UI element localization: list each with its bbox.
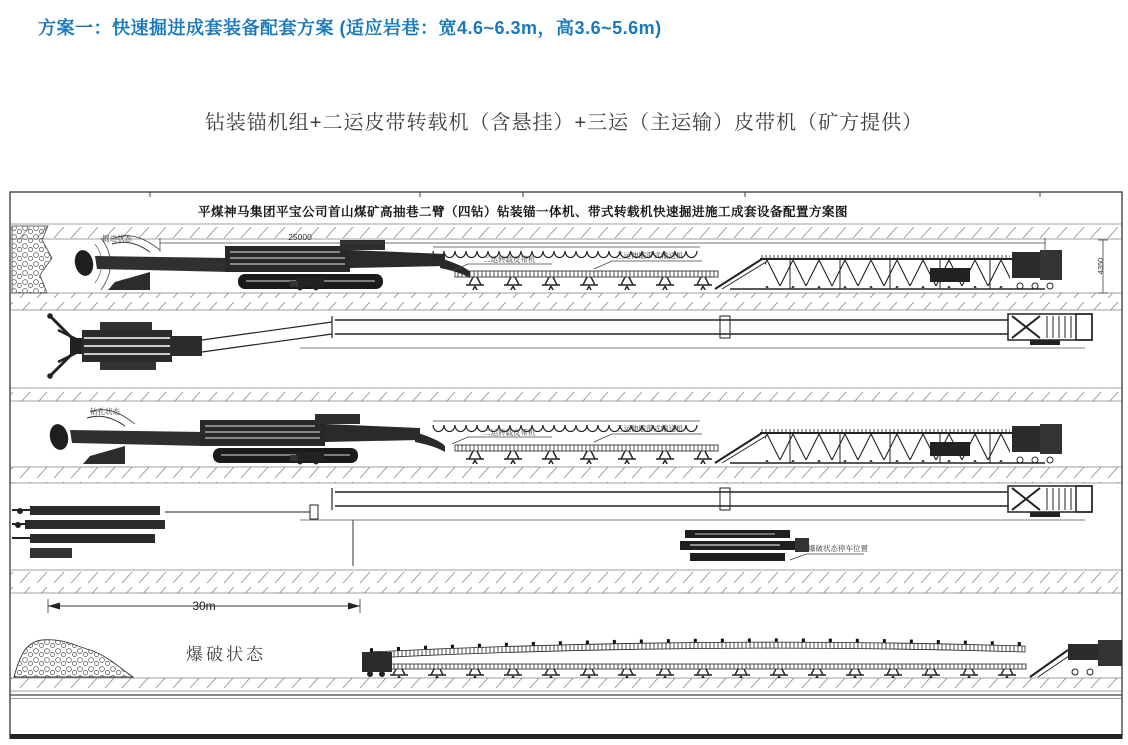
svg-text:三运伸缩带式输送机: 三运伸缩带式输送机 (616, 424, 684, 433)
state-label-drilling: 钻孔状态 (90, 407, 120, 416)
dim-4350-text: 4350 (1096, 257, 1105, 275)
svg-text:三运伸缩带式输送机: 三运伸缩带式输送机 (616, 251, 684, 260)
dim-25000-text: 25000 (288, 232, 312, 242)
svg-text:二运转载皮带机: 二运转载皮带机 (483, 428, 536, 437)
dim-30m-text: 30m (192, 599, 216, 613)
drawing-title: 平煤神马集团平宝公司首山煤矿高抽巷二臂（四钻）钻装锚一体机、带式转载机快速掘进施工成套设备配置方案图 (197, 205, 849, 219)
state-label-blasting: 爆破状态 (186, 645, 266, 664)
page-title: 方案一：快速掘进成套装备配套方案 (适应岩巷：宽4.6~6.3m，高3.6~5.6m) (38, 18, 662, 38)
svg-text:二运转载皮带机: 二运转载皮带机 (483, 255, 536, 264)
svg-text:爆破状态停车位置: 爆破状态停车位置 (808, 544, 868, 553)
state-label-tunneling: 掘进状态 (102, 234, 132, 243)
section-subtitle: 钻装锚机组+二运皮带转载机（含悬挂）+三运（主运输）皮带机（矿方提供） (204, 112, 924, 134)
